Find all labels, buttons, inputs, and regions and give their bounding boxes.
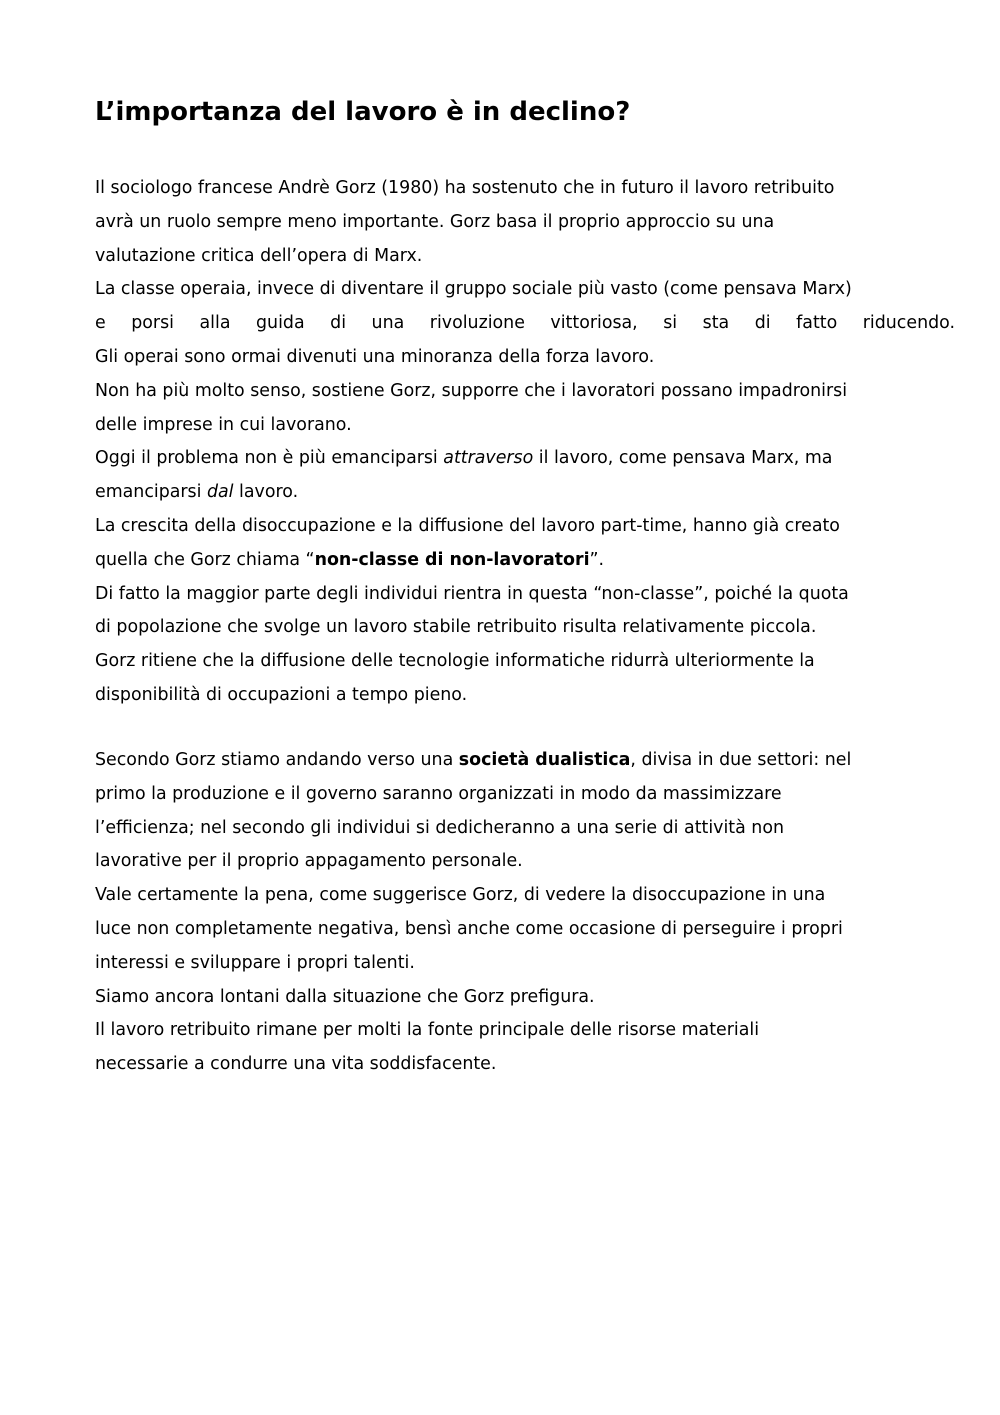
text-line: Non ha più molto senso, sostiene Gorz, supporre che i lavoratori possano impadronirsi [95, 380, 848, 401]
text-line: avrà un ruolo sempre meno importante. Gorz basa il proprio approccio su una [95, 211, 775, 232]
text-line: Vale certamente la pena, come suggerisce Gorz, di vedere la disoccupazione in una [95, 885, 826, 906]
text-line: interessi e sviluppare i propri talenti. [95, 952, 415, 973]
text-line: delle imprese in cui lavorano. [95, 414, 352, 435]
text-run: ”. [589, 549, 605, 570]
text-line: lavorative per il proprio appagamento personale. [95, 851, 523, 872]
text-line: e porsi alla guida di una rivoluzione vittoriosa, si sta di fatto riducendo. [95, 313, 955, 334]
text-line [95, 744, 955, 778]
text-line: La classe operaia, invece di diventare il gruppo sociale più vasto (come pensava Marx) [95, 279, 852, 300]
text-line [95, 442, 955, 476]
text-line: necessarie a condurre una vita soddisfacente. [95, 1054, 497, 1075]
text-line: l’efficienza; nel secondo gli individui si dedicheranno a una serie di attività non [95, 817, 784, 838]
text-line: valutazione critica dell’opera di Marx. [95, 245, 423, 266]
emphasis-dal: dal [206, 482, 234, 503]
text-run: Oggi il problema non è più emanciparsi [95, 448, 444, 469]
document-title: L’importanza del lavoro è in declino? [95, 97, 631, 127]
text-line: luce non completamente negativa, bensì anche come occasione di perseguire i propri [95, 918, 843, 939]
text-line: Gli operai sono ormai divenuti una minoranza della forza lavoro. [95, 346, 655, 367]
text-run: , divisa in due settori: nel [630, 750, 852, 770]
text-line: Siamo ancora lontani dalla situazione che Gorz prefigura. [95, 986, 595, 1007]
text-line: Il sociologo francese Andrè Gorz (1980) ha sostenuto che in futuro il lavoro retribuito [95, 178, 835, 198]
text-line: disponibilità di occupazioni a tempo pieno. [95, 684, 468, 705]
text-line: Di fatto la maggior parte degli individui rientra in questa “non-classe”, poiché la quota [95, 583, 849, 604]
emphasis-attraverso: attraverso [443, 448, 534, 469]
text-run: il lavoro, come pensava Marx, ma [533, 448, 833, 469]
bold-term-societa-dualistica: società dualistica [458, 750, 631, 770]
text-run: quella che Gorz chiama “ [95, 549, 315, 570]
text-line [95, 544, 955, 578]
text-run: lavoro. [233, 482, 299, 503]
text-line: primo la produzione e il governo saranno organizzati in modo da massimizzare [95, 783, 782, 804]
text-line [95, 476, 955, 510]
text-line: La crescita della disoccupazione e la diffusione del lavoro part-time, hanno già creato [95, 515, 840, 536]
paragraph-dualistic-society [95, 744, 955, 1082]
text-line: Il lavoro retribuito rimane per molti la fonte principale delle risorse materiali [95, 1020, 760, 1041]
text-line: Gorz ritiene che la diffusione delle tecnologie informatiche ridurrà ulteriormente la [95, 651, 815, 672]
paragraph-gorz-theory [95, 172, 955, 713]
text-line: di popolazione che svolge un lavoro stabile retribuito risulta relativamente piccola. [95, 617, 817, 638]
bold-term-non-classe: non-classe di non-lavoratori [314, 549, 590, 570]
text-run: Secondo Gorz stiamo andando verso una [95, 750, 459, 770]
text-run: emanciparsi [95, 482, 207, 503]
